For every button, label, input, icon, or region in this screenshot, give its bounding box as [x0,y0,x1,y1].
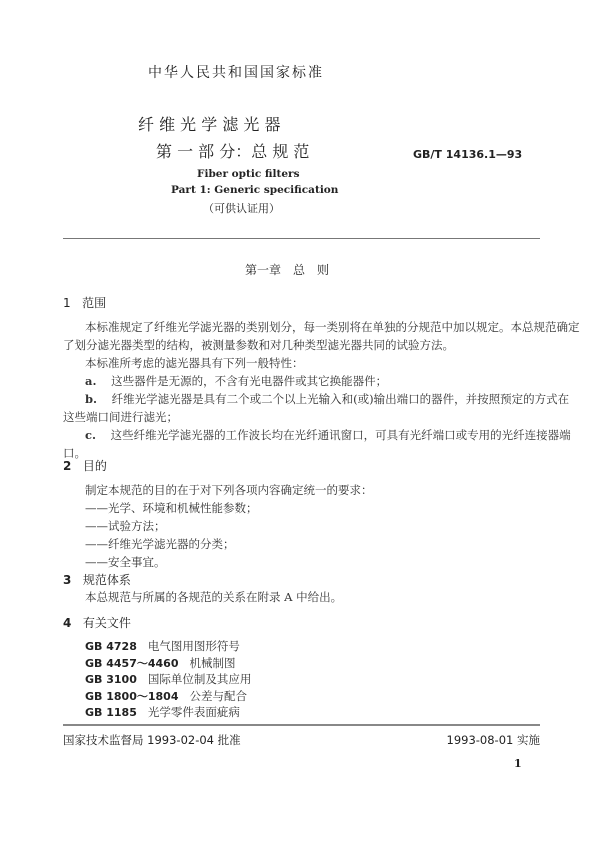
paragraph-line: 制定本规范的目的在于对下列各项内容确定统一的要求： [85,483,373,497]
national-standard-label: 中华人民共和国国家标准 [148,65,324,81]
dash-item: ——光学、环境和机械性能参数； [85,501,258,515]
title-en-line1: Fiber optic filters [197,168,300,180]
reference-item: GB 1185 光学零件表面疵病 [85,705,240,719]
page-number: 1 [514,757,522,770]
list-item-continuation: 口。 [63,446,86,460]
standard-number: GB/T 14136.1—93 [413,148,523,161]
dash-item: ——试验方法； [85,519,166,533]
title-en-line2: Part 1: Generic specification [171,184,339,196]
approval-date: 国家技术监督局 1993-02-04 批准 [63,733,241,747]
certification-note: （可供认证用） [203,202,280,215]
section-4-heading: 4 有关文件 [63,616,131,630]
list-item: b. 纤维光学滤光器是具有二个或二个以上光输入和(或)输出端口的器件，并按照预定的方式在 [85,392,570,406]
section-2-heading: 2 目的 [63,459,107,473]
paragraph-line: 本标准规定了纤维光学滤光器的类别划分，每一类别将在单独的分规范中加以规定。本总规范确定 [85,320,580,334]
chapter-title: 第一章 总 则 [245,263,330,277]
section-1-heading: 1 范围 [63,296,107,310]
header-divider [63,238,540,239]
paragraph-line: 本总规范与所属的各规范的关系在附录 A 中给出。 [85,590,343,604]
list-item-continuation: 这些端口间进行滤光； [63,410,178,424]
reference-item: GB 1800～1804 公差与配合 [85,689,247,703]
title-cn-line1: 纤 维 光 学 滤 光 器 [138,115,281,134]
title-cn-line2: 第 一 部 分：总 规 范 [156,142,310,161]
reference-item: GB 4457～4460 机械制图 [85,656,236,670]
list-item: c. 这些纤维光学滤光器的工作波长均在光纤通讯窗口，可具有光纤端口或专用的光纤连接器端 [85,428,571,442]
effective-date: 1993-08-01 实施 [446,733,540,747]
list-item: a. 这些器件是无源的，不含有光电器件或其它换能器件； [85,374,388,388]
section-3-heading: 3 规范体系 [63,573,131,587]
dash-item: ——安全事宜。 [85,555,166,569]
footer-divider [63,724,540,726]
paragraph-line: 了划分滤光器类型的结构，被测量参数和对几种类型滤光器共同的试验方法。 [63,338,454,352]
reference-item: GB 3100 国际单位制及其应用 [85,672,252,686]
paragraph-line: 本标准所考虑的滤光器具有下列一般特性： [85,356,304,370]
reference-item: GB 4728 电气图用图形符号 [85,639,240,653]
dash-item: ——纤维光学滤光器的分类； [85,537,235,551]
